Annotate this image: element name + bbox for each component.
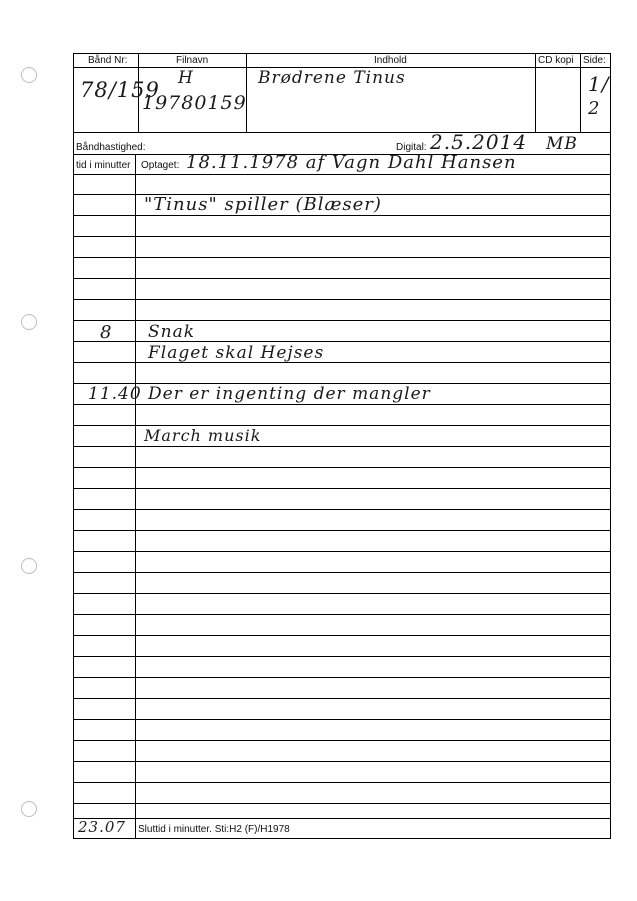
entry-text-5: March musik <box>144 426 262 445</box>
side-header: Side: <box>583 55 606 66</box>
filnavn-value-1: H <box>178 68 194 88</box>
entry-text-4: Der er ingenting der mangler <box>148 384 431 404</box>
sti-label: Sti:H2 (F)/H1978 <box>214 824 290 835</box>
indhold-header: Indhold <box>374 55 407 66</box>
entry-time-2: 8 <box>100 322 113 343</box>
entry-text-3: Flaget skal Hejses <box>148 343 325 363</box>
digital-label: Digital: <box>396 142 427 153</box>
digital-initials: MB <box>546 134 578 154</box>
punch-hole-2 <box>21 314 37 330</box>
end-time-value: 23.07 <box>78 818 126 836</box>
cd-kopi-header: CD kopi <box>538 55 574 66</box>
side-value-1: 1/ <box>588 72 610 96</box>
optaget-label: Optaget: <box>141 160 180 171</box>
entry-time-4: 11.40 <box>88 384 142 404</box>
band-nr-value: 78/159 <box>80 78 160 102</box>
punch-hole-3 <box>21 558 37 574</box>
filnavn-header: Filnavn <box>176 55 209 66</box>
band-nr-header: Bånd Nr: <box>88 55 128 66</box>
log-sheet <box>73 53 611 839</box>
tid-label: tid i minutter <box>76 160 131 171</box>
entry-text-2: Snak <box>148 322 196 342</box>
indhold-value: Brødrene Tinus <box>258 68 406 88</box>
side-value-2: 2 <box>588 98 601 119</box>
filnavn-value-2: 19780159 <box>142 92 247 114</box>
punch-hole-1 <box>21 67 37 83</box>
punch-hole-4 <box>21 801 37 817</box>
optaget-value: 18.11.1978 af Vagn Dahl Hansen <box>186 152 517 173</box>
sluttid-label: Sluttid i minutter. Sti:H2 (F)/H1978 <box>138 824 290 835</box>
entry-text-1: "Tinus" spiller (Blæser) <box>144 194 382 215</box>
digital-date: 2.5.2014 <box>430 130 528 154</box>
bandhastighed-label: Båndhastighed: <box>76 142 146 153</box>
